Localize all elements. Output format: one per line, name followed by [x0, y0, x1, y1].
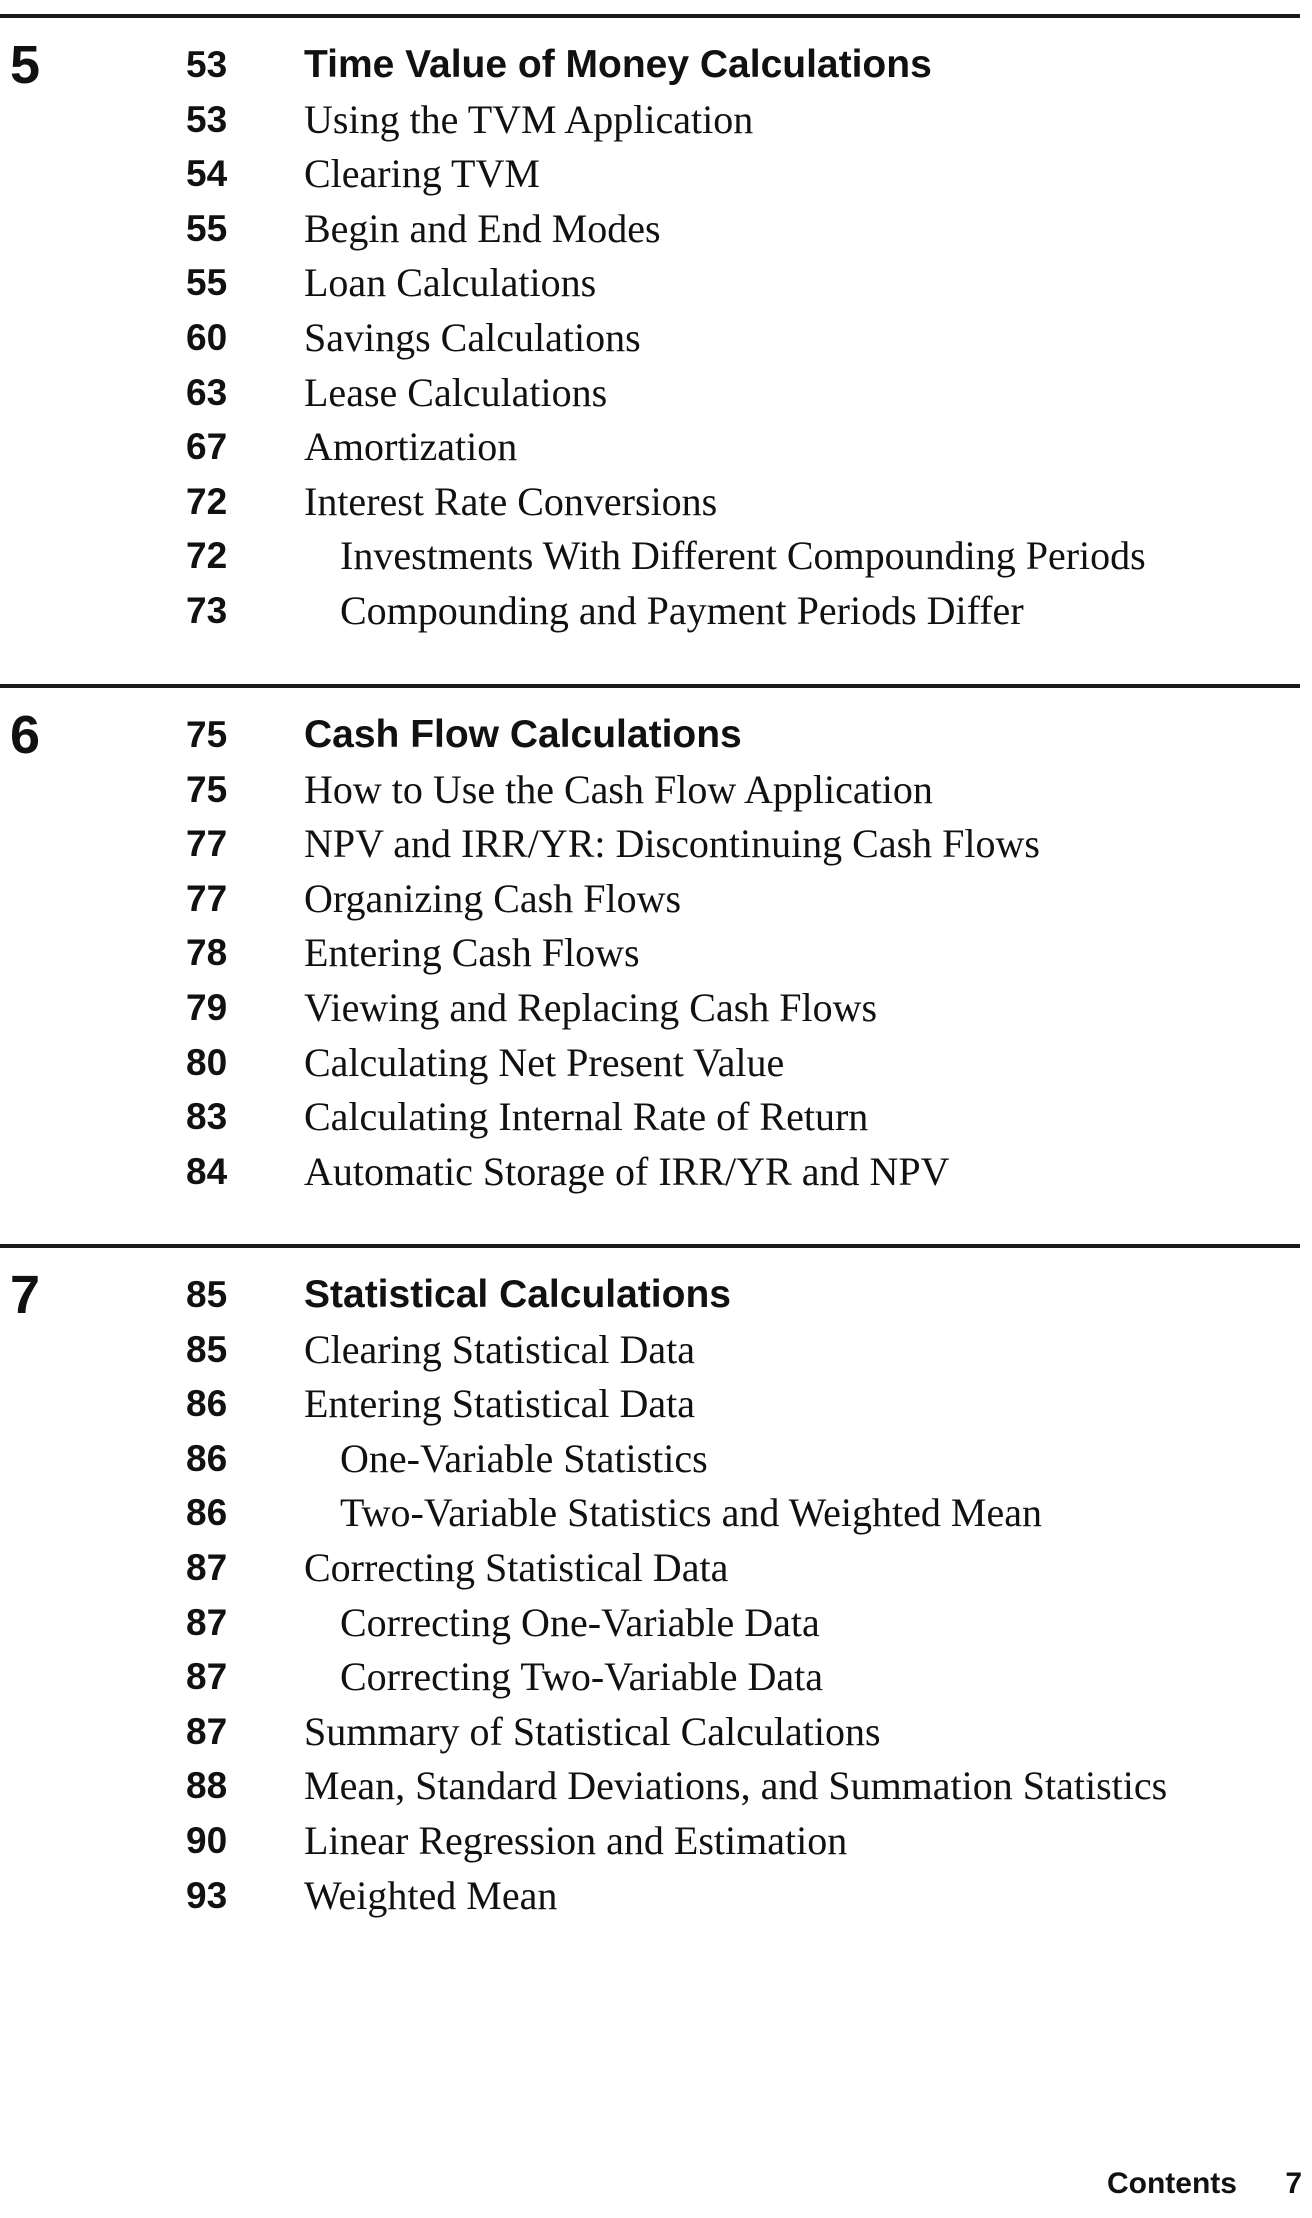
toc-entry[interactable] — [0, 1814, 1312, 1868]
chapter-heading-row[interactable] — [0, 1265, 1312, 1325]
entry-page-number: 93 — [186, 1874, 228, 1916]
entry-page-number: 53 — [186, 44, 228, 85]
entry-page-number: 72 — [186, 480, 228, 522]
entry-page-number: 85 — [186, 1274, 228, 1315]
page-footer — [1107, 2164, 1302, 2204]
entry-page-number: 87 — [186, 1656, 228, 1698]
entry-title: Clearing Statistical Data — [304, 1326, 695, 1372]
entry-page-number: 87 — [186, 1601, 228, 1643]
toc-entry[interactable] — [0, 420, 1312, 474]
toc-entry[interactable] — [0, 366, 1312, 420]
chapter-number: 5 — [10, 35, 41, 95]
chapter-title: Statistical Calculations — [304, 1273, 731, 1316]
toc-entry[interactable] — [0, 1486, 1312, 1540]
entry-page-number: 73 — [186, 590, 228, 631]
entry-page-number: 60 — [186, 317, 228, 358]
entry-page-number: 88 — [186, 1765, 228, 1807]
entry-title: Correcting Statistical Data — [304, 1545, 729, 1590]
entry-page-number: 83 — [186, 1096, 228, 1138]
footer-label: Contents — [1106, 2167, 1237, 2200]
entry-title: Lease Calculations — [304, 369, 608, 415]
entry-page-number: 77 — [186, 877, 228, 919]
chapter-heading-row[interactable] — [0, 35, 1312, 95]
toc-entry[interactable] — [0, 202, 1312, 256]
entry-page-number: 87 — [186, 1547, 228, 1588]
entry-title: Loan Calculations — [304, 260, 597, 306]
chapter-heading-row[interactable] — [0, 705, 1312, 765]
entry-page-number: 80 — [186, 1041, 228, 1083]
entry-title: Mean, Standard Deviations, and Summation Statistics — [304, 1763, 1168, 1809]
toc-entry[interactable] — [0, 1650, 1312, 1704]
toc-entry[interactable] — [0, 1090, 1312, 1144]
entry-page-number: 84 — [186, 1150, 228, 1192]
entry-title: Two-Variable Statistics and Weighted Mean — [340, 1490, 1042, 1536]
entry-title: Entering Cash Flows — [304, 930, 640, 976]
chapter-divider — [0, 1244, 1300, 1248]
toc-entry[interactable] — [0, 311, 1312, 365]
entry-page-number: 86 — [186, 1383, 228, 1425]
entry-title: Automatic Storage of IRR/YR and NPV — [304, 1148, 950, 1194]
entry-page-number: 85 — [186, 1328, 228, 1370]
entry-title: Viewing and Replacing Cash Flows — [304, 985, 878, 1030]
toc-entry[interactable] — [0, 256, 1312, 310]
toc-entry[interactable] — [0, 529, 1312, 583]
toc-entry[interactable] — [0, 1323, 1312, 1377]
entry-title: Savings Calculations — [304, 315, 641, 360]
entry-title: Correcting One-Variable Data — [340, 1599, 820, 1645]
toc-entry[interactable] — [0, 1377, 1312, 1431]
toc-entry[interactable] — [0, 872, 1312, 926]
entry-page-number: 67 — [186, 426, 228, 468]
entry-page-number: 77 — [186, 823, 228, 865]
entry-page-number: 54 — [186, 153, 228, 195]
entry-title: Entering Statistical Data — [304, 1381, 695, 1427]
entry-title: Correcting Two-Variable Data — [340, 1654, 823, 1700]
entry-title: How to Use the Cash Flow Application — [304, 766, 933, 812]
entry-title: Investments With Different Compounding Periods — [340, 533, 1146, 579]
entry-page-number: 87 — [186, 1710, 228, 1752]
entry-page-number: 90 — [186, 1820, 228, 1861]
chapter-divider — [0, 14, 1300, 18]
entry-title: Amortization — [304, 424, 518, 470]
chapter-title: Time Value of Money Calculations — [304, 43, 932, 86]
entry-title: NPV and IRR/YR: Discontinuing Cash Flows — [304, 821, 1040, 867]
entry-title: Compounding and Payment Periods Differ — [340, 588, 1024, 633]
toc-entry[interactable] — [0, 475, 1312, 529]
toc-entry[interactable] — [0, 763, 1312, 817]
entry-title: Linear Regression and Estimation — [304, 1818, 848, 1863]
toc-entry[interactable] — [0, 817, 1312, 871]
chapter-divider — [0, 684, 1300, 688]
chapter-number: 6 — [10, 705, 41, 765]
entry-title: Calculating Internal Rate of Return — [304, 1094, 869, 1140]
entry-page-number: 78 — [186, 932, 228, 974]
toc-entry[interactable] — [0, 1541, 1312, 1595]
toc-entry[interactable] — [0, 584, 1312, 638]
chapter-title: Cash Flow Calculations — [304, 713, 742, 756]
entry-title: Interest Rate Conversions — [304, 478, 718, 524]
entry-title: Using the TVM Application — [304, 96, 754, 142]
footer-page-number: 7 — [1285, 2167, 1302, 2200]
toc-entry[interactable] — [0, 93, 1312, 147]
entry-title: Summary of Statistical Calculations — [304, 1708, 881, 1754]
toc-entry[interactable] — [0, 981, 1312, 1035]
entry-page-number: 53 — [186, 98, 228, 140]
entry-page-number: 55 — [186, 207, 228, 249]
toc-entry[interactable] — [0, 1759, 1312, 1813]
entry-title: Organizing Cash Flows — [304, 875, 682, 921]
entry-title: Calculating Net Present Value — [304, 1039, 785, 1085]
entry-title: Begin and End Modes — [304, 205, 661, 251]
chapter-number: 7 — [10, 1265, 41, 1325]
entry-page-number: 55 — [186, 262, 228, 304]
entry-page-number: 72 — [186, 535, 228, 577]
entry-page-number: 86 — [186, 1492, 228, 1534]
entry-title: Clearing TVM — [304, 151, 540, 197]
entry-page-number: 63 — [186, 371, 228, 413]
entry-title: One-Variable Statistics — [340, 1435, 708, 1481]
entry-title: Weighted Mean — [304, 1872, 558, 1918]
toc-entry[interactable] — [0, 1036, 1312, 1090]
toc-entry[interactable] — [0, 1432, 1312, 1486]
toc-entry[interactable] — [0, 1145, 1312, 1199]
entry-page-number: 79 — [186, 987, 228, 1028]
toc-entry[interactable] — [0, 1596, 1312, 1650]
toc-entry[interactable] — [0, 147, 1312, 201]
entry-page-number: 75 — [186, 768, 228, 810]
toc-entry[interactable] — [0, 1869, 1312, 1923]
toc-entry[interactable] — [0, 926, 1312, 980]
entry-page-number: 86 — [186, 1437, 228, 1479]
entry-page-number: 75 — [186, 714, 228, 755]
toc-entry[interactable] — [0, 1705, 1312, 1759]
